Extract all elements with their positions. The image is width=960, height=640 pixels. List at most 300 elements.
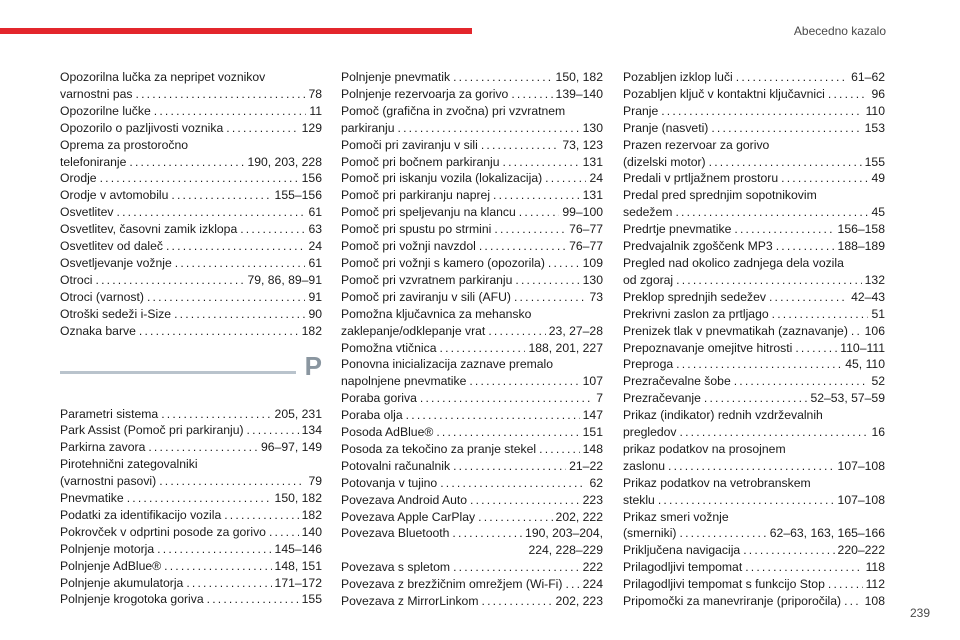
index-entry-pages: 140: [301, 524, 322, 539]
index-entry-row: [623, 221, 885, 238]
index-entry-pages: 109: [582, 255, 603, 270]
index-entry-term: Osvetlitev, časovni zamik izklopa: [60, 222, 238, 237]
dot-leader: [481, 137, 560, 154]
index-entry-row: [60, 289, 322, 306]
index-entry: [341, 492, 603, 509]
index-entry-pages: 156: [301, 171, 322, 186]
index-entry: [341, 340, 603, 357]
index-entry-pages: 139–140: [555, 86, 603, 101]
dot-leader: [171, 187, 271, 204]
index-entry-term: Parkirna zavora: [60, 440, 146, 455]
index-entry: [341, 170, 603, 187]
index-entry: [623, 509, 885, 543]
index-entry-row: [623, 424, 885, 441]
dot-leader: [565, 576, 579, 593]
index-entry: [341, 154, 603, 171]
page-number: 239: [909, 606, 930, 620]
index-entry-pages: 45, 110: [845, 357, 885, 372]
dot-leader: [734, 373, 869, 390]
dot-leader: [658, 492, 835, 509]
index-column-1: [60, 69, 322, 608]
index-entry: [341, 255, 603, 272]
index-entry-term: Parametri sistema: [60, 406, 159, 421]
dot-leader: [676, 272, 862, 289]
index-entry-pages: 150, 182: [274, 491, 322, 506]
index-entry-term: Otroški sedeži i-Size: [60, 306, 172, 321]
index-entry-pages: 156–158: [837, 222, 885, 237]
index-entry-term: Otroci: [60, 272, 93, 287]
index-entry: [60, 103, 322, 120]
index-entry: [60, 323, 322, 340]
index-entry-row: [623, 373, 885, 390]
index-entry-row: [341, 120, 603, 137]
dot-leader: [661, 103, 862, 120]
index-entry-term: Osvetlitev: [60, 205, 114, 220]
index-entry-row: [60, 204, 322, 221]
index-entry-row: [623, 525, 885, 542]
index-entry-term: varnostni pas: [60, 86, 133, 101]
index-entry-pages: 151: [582, 425, 603, 440]
index-entry-row: [60, 103, 322, 120]
index-entry-pages: 16: [871, 425, 885, 440]
index-entry: [60, 439, 322, 456]
index-entry-term: Osvetlitev od daleč: [60, 239, 163, 254]
index-entry-row: [341, 576, 603, 593]
dot-leader: [676, 356, 842, 373]
index-entry-row: [60, 507, 322, 524]
dot-leader: [207, 591, 299, 608]
dot-leader: [479, 238, 566, 255]
index-entry-term: Pnevmatike: [60, 491, 124, 506]
dot-leader: [514, 289, 586, 306]
index-entry-term: Pomoč pri parkiranju naprej: [341, 188, 491, 203]
index-entry-term: Osvetljevanje vožnje: [60, 255, 172, 270]
index-entry-row: [341, 154, 603, 171]
dot-leader: [440, 340, 526, 357]
index-entry-pages: 76–77: [569, 239, 603, 254]
index-entry-row: [341, 424, 603, 441]
index-entry-term: Pranje (nasveti): [623, 120, 709, 135]
index-entry-row: [623, 390, 885, 407]
index-entry-row: [60, 406, 322, 423]
header-accent-bar: [0, 28, 472, 34]
index-entry-term: Prilagodljivi tempomat: [623, 560, 743, 575]
index-entry-pages: 148: [582, 441, 603, 456]
index-entry-pages: 63: [308, 222, 322, 237]
dot-leader: [844, 593, 862, 610]
index-entry-term: Polnjenje krogotoka goriva: [60, 592, 204, 607]
index-entry: [623, 120, 885, 137]
dot-leader: [680, 525, 767, 542]
index-entry-term: Povezava Android Auto: [341, 492, 468, 507]
index-entry-row: [341, 407, 603, 424]
index-entry-row: [623, 272, 885, 289]
index-entry-pages: 220–222: [837, 543, 885, 558]
index-entry-row: [60, 306, 322, 323]
index-entry-pages: 73: [589, 289, 603, 304]
index-entry: [341, 69, 603, 86]
index-entry-term: zaslonu: [623, 458, 666, 473]
index-entry-text: Predal pred sprednjim sopotnikovim: [623, 188, 817, 203]
index-entry-term: Prekrivni zaslon za prtljago: [623, 306, 769, 321]
index-entry-pages: 188, 201, 227: [528, 340, 603, 355]
index-entry-term: Pomoč pri vožnji navzdol: [341, 239, 476, 254]
index-entry-term: Pomoč pri spustu po strmini: [341, 222, 492, 237]
index-entry-pages-continued: 224, 228–229: [528, 543, 603, 558]
index-entry-term: Prezračevanje: [623, 391, 701, 406]
index-entry-pages: 21–22: [569, 458, 603, 473]
index-entry: [623, 407, 885, 441]
index-entry-pages: 91: [308, 289, 322, 304]
dot-leader: [420, 390, 593, 407]
dot-leader: [482, 593, 553, 610]
dot-leader: [493, 187, 580, 204]
dot-leader: [515, 272, 579, 289]
index-entry-pages: 24: [589, 171, 603, 186]
index-entry-row: [60, 541, 322, 558]
index-entry-row: [60, 272, 322, 289]
index-entry-term: Povezava Bluetooth: [341, 526, 450, 541]
index-entry-term: Oznaka barve: [60, 323, 136, 338]
index-entry: [623, 238, 885, 255]
index-entry-pages: 96–97, 149: [261, 440, 322, 455]
index-entry-row: [341, 340, 603, 357]
index-list-p-continued: [341, 69, 603, 610]
index-entry-row: [623, 170, 885, 187]
index-entry: [60, 137, 322, 171]
index-entry-term: Polnjenje rezervoarja za gorivo: [341, 86, 509, 101]
dot-leader: [148, 439, 258, 456]
index-entry: [60, 575, 322, 592]
index-entry-pages: 76–77: [569, 222, 603, 237]
index-entry-term: Poraba goriva: [341, 391, 417, 406]
page-header-title: Abecedno kazalo: [793, 24, 886, 38]
index-entry-term: Pripomočki za manevriranje (priporočila): [623, 594, 842, 609]
dot-leader: [161, 406, 271, 423]
index-entry-term: Potovanja v tujino: [341, 475, 438, 490]
index-entry-pages: 49: [871, 171, 885, 186]
index-list-p-continued-2: [623, 69, 885, 610]
index-entry: [623, 542, 885, 559]
index-entry-term: pregledov: [623, 425, 677, 440]
index-entry: [623, 576, 885, 593]
index-entry-pages: 51: [871, 306, 885, 321]
dot-leader: [736, 69, 848, 86]
index-entry: [60, 238, 322, 255]
index-entry-pages: 148, 151: [274, 558, 322, 573]
index-entry-pages: 106: [864, 323, 885, 338]
index-entry-term: Prenizek tlak v pnevmatikah (zaznavanje): [623, 323, 848, 338]
index-list-o: [60, 69, 322, 340]
dot-leader: [503, 154, 580, 171]
index-entry-pages: 202, 222: [555, 509, 603, 524]
index-entry-row: [341, 593, 603, 610]
index-entry: [623, 306, 885, 323]
index-entry: [60, 541, 322, 558]
index-entry-row: [60, 490, 322, 507]
index-entry-pages: 61–62: [851, 70, 885, 84]
index-entry-row: [60, 323, 322, 340]
index-entry-row: [341, 238, 603, 255]
index-entry-row: [60, 558, 322, 575]
dot-leader: [795, 340, 837, 357]
index-entry-pages: 205, 231: [274, 406, 322, 421]
index-entry-pages: 108: [864, 594, 885, 609]
dot-leader: [166, 238, 305, 255]
dot-leader: [519, 204, 560, 221]
index-entry: [623, 170, 885, 187]
index-entry-text: Prikaz podatkov na vetrobranskem: [623, 475, 811, 490]
index-entry: [60, 255, 322, 272]
index-entry-text: Prikaz (indikator) rednih vzdrževalnih: [623, 408, 823, 423]
dot-leader: [129, 154, 244, 171]
index-entry-term: od zgoraj: [623, 272, 674, 287]
index-entry-pages: 118: [865, 560, 885, 575]
index-entry-pages: 110–111: [840, 340, 885, 355]
dot-leader: [675, 204, 868, 221]
dot-leader: [452, 525, 522, 542]
index-entry-pages: 145–146: [274, 541, 322, 556]
index-entry-term: Pozabljen ključ v kontaktni ključavnici: [623, 86, 825, 101]
dot-leader: [240, 221, 305, 238]
index-entry-term: Pomoč pri iskanju vozila (lokalizacija): [341, 171, 543, 186]
index-entry: [623, 137, 885, 171]
index-entry-text: Pregled nad okolico zadnjega dela vozila: [623, 255, 844, 270]
index-entry-row: [341, 137, 603, 154]
index-entry-row: [623, 120, 885, 137]
dot-leader: [539, 441, 580, 458]
index-entry-row: [623, 238, 885, 255]
index-entry-term: Poraba olja: [341, 408, 403, 423]
dot-leader: [828, 576, 863, 593]
index-entry-pages: 155–156: [274, 188, 322, 203]
index-entry-text: Opozorilna lučka za nepripet voznikov: [60, 70, 266, 84]
index-entry-pages: 190, 203, 228: [247, 154, 322, 169]
index-entry: [60, 170, 322, 187]
index-entry-row: [60, 170, 322, 187]
index-entry-term: Povezava z MirrorLinkom: [341, 594, 479, 609]
index-entry-term: Polnjenje AdBlue®: [60, 558, 162, 573]
dot-leader: [769, 289, 848, 306]
index-entry-term: Predali v prtljažnem prostoru: [623, 171, 779, 186]
index-entry-row: [623, 86, 885, 103]
dot-leader: [269, 524, 299, 541]
index-entry-row: [341, 170, 603, 187]
index-entry-row: [60, 422, 322, 439]
index-entry-term: Potovalni računalnik: [341, 458, 451, 473]
index-entry-pages: 222: [582, 560, 603, 575]
index-entry: [341, 559, 603, 576]
index-entry: [341, 525, 603, 559]
index-entry-term: zaklepanje/odklepanje vrat: [341, 323, 486, 338]
index-entry-term: Prilagodljivi tempomat s funkcijo Stop: [623, 577, 825, 592]
index-entry-row: [341, 323, 603, 340]
index-entry: [341, 289, 603, 306]
index-entry: [623, 559, 885, 576]
dot-leader: [781, 170, 868, 187]
dot-leader: [470, 492, 580, 509]
dot-leader: [776, 238, 835, 255]
index-entry: [341, 187, 603, 204]
dot-leader: [406, 407, 580, 424]
index-entry: [623, 103, 885, 120]
index-entry-pages: 171–172: [274, 575, 322, 590]
dot-leader: [159, 473, 305, 490]
index-entry-row: [341, 86, 603, 103]
index-entry-row: [341, 204, 603, 221]
index-entry-pages: 112: [865, 577, 885, 592]
index-entry-row: [341, 289, 603, 306]
index-entry: [341, 576, 603, 593]
index-entry-text: Ponovna inicializacija zaznave premalo: [341, 357, 554, 372]
index-entry: [623, 593, 885, 610]
dot-leader: [398, 120, 580, 137]
index-entry-pages: 7: [596, 391, 603, 406]
index-entry-row: [341, 255, 603, 272]
index-entry-pages: 131: [582, 154, 603, 169]
index-entry-term: Polnjenje akumulatorja: [60, 575, 184, 590]
index-entry-row: [341, 525, 603, 542]
index-entry: [60, 591, 322, 608]
index-entry-row: [623, 542, 885, 559]
index-entry-term: Preproga: [623, 357, 674, 372]
index-entry-row: [60, 439, 322, 456]
index-entry: [623, 69, 885, 86]
index-entry-term: Opozorilne lučke: [60, 103, 151, 118]
index-entry-term: Povezava Apple CarPlay: [341, 509, 476, 524]
index-entry: [60, 524, 322, 541]
index-entry: [60, 507, 322, 524]
dot-leader: [186, 575, 271, 592]
index-entry-row: [341, 458, 603, 475]
index-entry: [341, 103, 603, 137]
index-entry-term: Preklop sprednjih sedežev: [623, 289, 766, 304]
index-entry: [60, 422, 322, 439]
index-entry-pages: 190, 203–204,: [525, 526, 603, 541]
index-entry-pages: 130: [582, 120, 603, 135]
index-entry-pages: 61: [308, 255, 322, 270]
index-entry-row: [60, 575, 322, 592]
index-entry-pages: 132: [864, 272, 885, 287]
index-entry-pages: 153: [864, 120, 885, 135]
index-entry-row: [60, 86, 322, 103]
index-entry-row: [623, 356, 885, 373]
index-entry-term: Pozabljen izklop luči: [623, 70, 733, 84]
index-entry: [60, 306, 322, 323]
index-entry-term: Pomoč pri speljevanju na klancu: [341, 205, 516, 220]
index-entry-term: Podatki za identifikacijo vozila: [60, 507, 222, 522]
index-entry-pages: 155: [864, 154, 885, 169]
index-entry-pages: 90: [308, 306, 322, 321]
index-entry-row: [60, 238, 322, 255]
index-entry: [341, 593, 603, 610]
index-entry-term: Orodje v avtomobilu: [60, 188, 169, 203]
index-entry: [341, 306, 603, 340]
index-entry-pages: 107–108: [837, 458, 885, 473]
index-entry-pages: 11: [309, 103, 322, 118]
section-divider: [60, 371, 296, 374]
dot-leader: [96, 272, 245, 289]
dot-leader: [453, 458, 566, 475]
index-entry-term: Posoda za tekočino za pranje stekel: [341, 441, 537, 456]
index-entry-term: Pomoč pri bočnem parkiranju: [341, 154, 500, 169]
index-entry: [341, 390, 603, 407]
index-entry-row: [623, 154, 885, 171]
dot-leader: [100, 170, 299, 187]
index-list-p: [60, 406, 322, 609]
index-entry-pages: 131: [582, 188, 603, 203]
index-entry: [60, 69, 322, 103]
index-entry-pages: 62: [589, 475, 603, 490]
index-entry: [341, 137, 603, 154]
index-entry: [341, 458, 603, 475]
dot-leader: [453, 69, 552, 86]
index-entry: [341, 475, 603, 492]
dot-leader: [453, 559, 580, 576]
index-entry-term: telefoniranje: [60, 154, 127, 169]
index-entry-row: [60, 154, 322, 171]
index-entry-row: [341, 390, 603, 407]
index-entry-row: [623, 204, 885, 221]
index-entry-row: [341, 221, 603, 238]
index-entry-row: [623, 289, 885, 306]
dot-leader: [494, 221, 566, 238]
index-entry-row: [623, 492, 885, 509]
index-entry-row: [623, 576, 885, 593]
index-entry-term: Predrtje pnevmatike: [623, 222, 732, 237]
index-entry-pages: 73, 123: [562, 137, 603, 152]
index-entry: [623, 289, 885, 306]
index-entry: [60, 289, 322, 306]
index-entry: [60, 272, 322, 289]
index-entry: [623, 255, 885, 289]
index-entry-text: Pomoč (grafična in zvočna) pri vzvratnem: [341, 103, 566, 118]
index-entry-row: [60, 221, 322, 238]
index-entry-row: [341, 187, 603, 204]
index-entry-row: [341, 492, 603, 509]
index-entry-term: Orodje: [60, 171, 97, 186]
index-entry-term: Polnjenje pnevmatik: [341, 70, 451, 84]
index-entry-term: Pranje: [623, 103, 659, 118]
dot-leader: [851, 323, 862, 340]
dot-leader: [704, 390, 808, 407]
index-entry-text: Prazen rezervoar za gorivo: [623, 137, 770, 152]
index-entry-row: [623, 340, 885, 357]
index-entry: [341, 221, 603, 238]
index-entry: [341, 272, 603, 289]
index-column-3: [623, 69, 885, 610]
index-entry-row: [623, 458, 885, 475]
index-entry-pages: 134: [301, 423, 322, 438]
index-entry-term: (dizelski motor): [623, 154, 706, 169]
index-entry-pages: 96: [871, 86, 885, 101]
index-entry: [60, 187, 322, 204]
index-entry-text: Prikaz smeri vožnje: [623, 509, 729, 524]
dot-leader: [488, 323, 545, 340]
index-entry-row: [341, 559, 603, 576]
index-entry-row: [341, 272, 603, 289]
index-entry-pages: 224: [582, 577, 603, 592]
dot-leader: [224, 507, 298, 524]
index-entry: [623, 323, 885, 340]
index-entry-row: [623, 593, 885, 610]
dot-leader: [440, 475, 586, 492]
index-entry-pages: 52: [871, 374, 885, 389]
index-entry-row: [341, 373, 603, 390]
index-entry-row: [60, 473, 322, 490]
dot-leader: [157, 541, 271, 558]
index-entry: [60, 406, 322, 423]
